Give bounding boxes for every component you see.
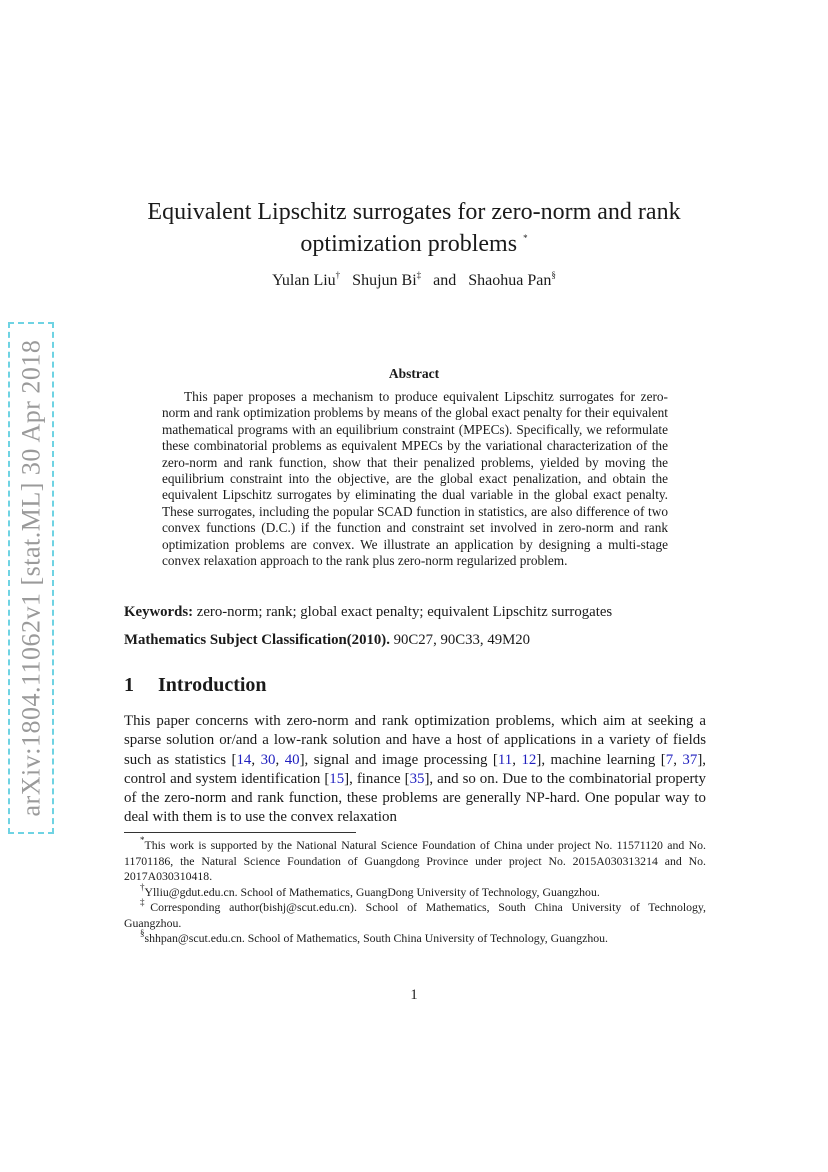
abstract-heading: Abstract [388,366,440,381]
footnote-divider [124,832,356,833]
author-3: Shaohua Pan [468,272,552,289]
citation-link[interactable]: 30 [260,751,276,768]
footnote-mark: * [140,835,145,846]
footnote-3 [124,897,707,931]
author-2-mark[interactable]: ‡ [416,269,422,280]
section-heading [124,674,267,697]
keywords-label: Keywords: [124,604,194,620]
intro-paragraph [124,712,706,828]
msc-label: Mathematics Subject Classification(2010). [124,632,390,648]
footnote-text: Ylliu@gdut.edu.cn. School of Mathematics, GuangDong University of Technology, Guangzhou. [144,884,600,899]
intro-text: ], and so on. Due to the combinatorial property of the zero-norm and rank function, these problems are generally NP-hard. One popular way to deal with them is to use the convex relaxation [124,770,707,826]
citation-link[interactable]: 14 [236,751,252,768]
citation-separator: , [673,751,683,768]
title-footnote-mark[interactable]: * [523,233,528,243]
abstract-text: This paper proposes a mechanism to produce equivalent Lipschitz surrogates for zero-norm and rank optimization problems by means of the global exact penalty for their equivalent mathematical programs with an equilibrium constraint (MPECs). Specifically, we reformulate these combinatorial problems as equivalent MPECs by the variational characterization of the zero-norm and rank function, show that their penalized problems, yielded by moving the equilibrium constraint into the objective, are the global exact penalization, and obtain the equivalent Lipschitz surrogates by eliminating the dual variable in the global exact penalty. These surrogates, including the popular SCAD function in statistics, are also difference of two convex functions (D.C.) if the function and constraint set involved in zero-norm and rank optimization problems are convex. We illustrate an application by designing a multi-stage convex relaxation approach to the rank plus zero-norm regularized problem. [162,389,668,569]
citation-link[interactable]: 35 [409,770,425,787]
footnote-text: shhpan@scut.edu.cn. School of Mathematics, South China University of Technology, Guangzhou. [144,931,608,945]
footnote-text: This work is supported by the National Natural Science Foundation of China under project No. 11571120 and No. 11701186, the Natural Science Foundation of Guangdong Province under project No. 2015A030313214 and No. 2017A030310418. [124,838,706,883]
arxiv-sidebar [8,322,54,834]
footnote-4 [124,928,706,947]
footnote-mark: † [140,881,145,892]
footnote-text: Corresponding author(bishj@scut.edu.cn). School of Mathematics, South China University of Technology, Guangzhou. [124,900,707,930]
paper-title [80,196,748,260]
footnote-2 [124,881,706,901]
msc-text: 90C27, 90C33, 49M20 [393,632,531,648]
footnotes [124,835,707,947]
keywords-text: zero-norm; rank; global exact penalty; equivalent Lipschitz surrogates [196,604,613,620]
keywords [124,604,706,621]
intro-text: ], control and system identification [ [124,751,706,787]
section-title: Introduction [158,674,267,696]
footnote-mark: ‡ [140,897,151,908]
footnote-1 [124,835,706,885]
title-line-1: Equivalent Lipschitz surrogates for zero-norm and rank [147,199,681,225]
citation-separator: , [275,751,285,768]
citation-link[interactable]: 37 [682,751,698,768]
citation-link[interactable]: 7 [665,751,674,768]
author-1: Yulan Liu [272,272,336,289]
author-1-mark[interactable]: † [335,269,341,280]
intro-text: ], finance [ [344,770,410,787]
author-3-mark[interactable]: § [551,269,556,280]
arxiv-identifier[interactable]: arXiv:1804.11062v1 [stat.ML] 30 Apr 2018 [16,339,46,817]
intro-text: ], signal and image processing [ [299,751,498,768]
intro-text: ], machine learning [ [536,751,666,768]
author-2: Shujun Bi [352,272,417,289]
footnote-mark: § [140,928,145,939]
citation-separator: , [512,751,522,768]
intro-text: This paper concerns with zero-norm and rank optimization problems, which aim at seeking a sparse solution or/and a low-rank solution and have a host of applications in a variety of fields such as statistics [ [124,713,706,768]
msc-classification [124,632,706,649]
section-number: 1 [124,674,134,696]
page-number: 1 [410,987,418,1003]
author-conjunction: and [433,272,457,289]
citation-separator: , [251,751,261,768]
citation-link[interactable]: 11 [497,751,513,768]
citation-link[interactable]: 40 [284,751,300,768]
citation-link[interactable]: 12 [521,751,537,768]
title-line-2-text: optimization problems [300,231,518,257]
title-line-2 [80,228,748,260]
citation-link[interactable]: 15 [329,770,345,787]
author-list [80,269,748,290]
